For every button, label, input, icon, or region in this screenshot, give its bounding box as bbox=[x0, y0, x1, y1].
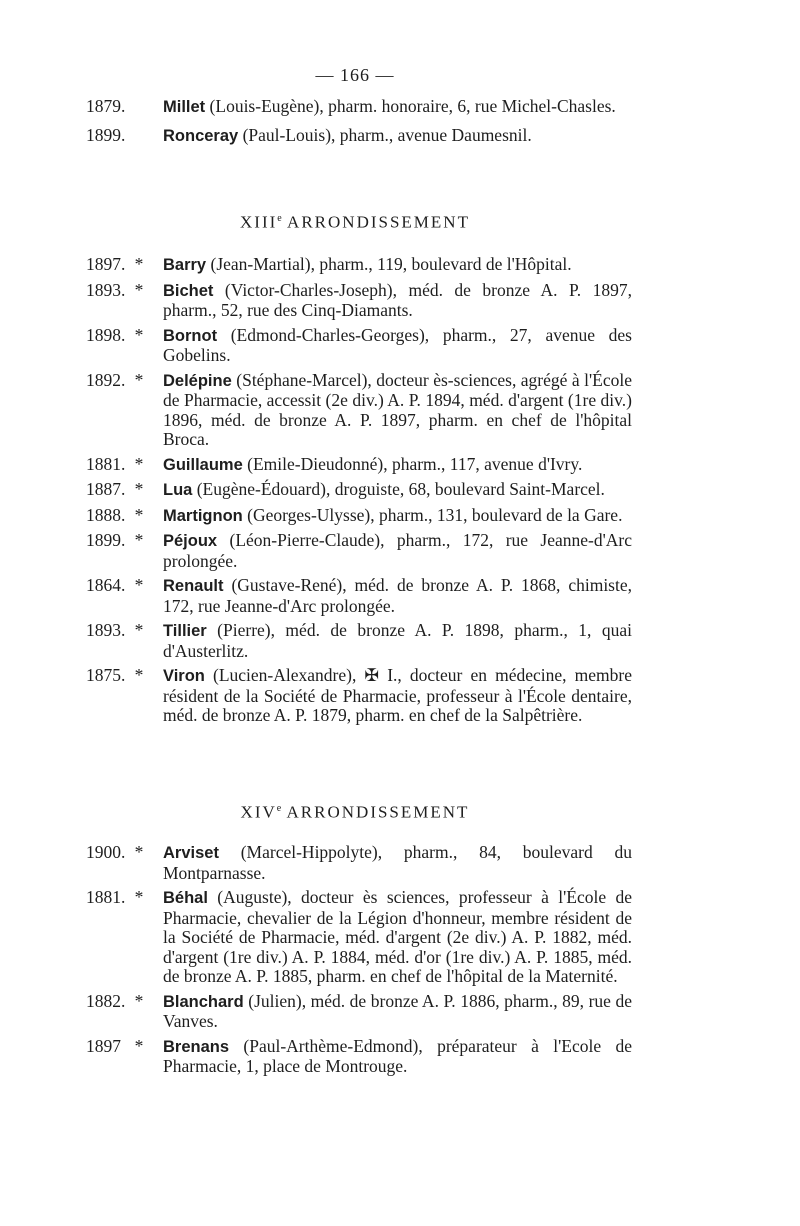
list-item bbox=[86, 97, 632, 118]
entry-name: Péjoux bbox=[163, 532, 218, 550]
entry-year: 1897. bbox=[86, 254, 126, 274]
entry-name: Delépine bbox=[163, 371, 232, 390]
entry-name: Brenans bbox=[163, 1037, 230, 1056]
list-item bbox=[86, 888, 632, 987]
entry-text: (Paul-Arthème-Edmond), préparateur à l'Ecole de Pharmacie, 1, place de Montrouge. bbox=[163, 1035, 632, 1076]
entry-year: 1892. bbox=[86, 369, 126, 390]
entry-name: Bichet bbox=[163, 281, 214, 300]
entry-text: (Marcel-Hippolyte), pharm., 84, boulevard du Montparnasse. bbox=[163, 842, 632, 883]
asterisk-mark: * bbox=[134, 620, 144, 640]
heading-ordinal: e bbox=[277, 213, 282, 224]
entry-year: 1864. bbox=[86, 575, 126, 595]
entry-year: 1893. bbox=[86, 279, 126, 300]
asterisk-mark: * bbox=[134, 887, 144, 907]
entry-text: (Stéphane-Marcel), docteur ès-sciences, agrégé à l'École de Pharmacie, accessit (2e div.) A. P. 1894, méd. d'argent (1re div.) 1896, méd. de bronze A. P. 1897, pharm. en chef de l'hôpital Broca. bbox=[163, 369, 632, 449]
list-item bbox=[86, 992, 632, 1032]
entry-year: 1897 bbox=[86, 1035, 121, 1056]
list-item bbox=[86, 126, 632, 147]
entry-text: (Eugène-Édouard), droguiste, 68, boulevard Saint-Marcel. bbox=[192, 479, 605, 499]
section-heading-xiii bbox=[0, 209, 710, 232]
entry-name: Blanchard bbox=[163, 992, 244, 1011]
entry-name: Béhal bbox=[163, 889, 208, 907]
entry-text: (Paul-Louis), pharm., avenue Daumesnil. bbox=[238, 124, 532, 145]
heading-numeral: XIV bbox=[240, 802, 277, 822]
heading-title: ARRONDISSEMENT bbox=[281, 212, 470, 232]
list-item bbox=[86, 255, 632, 276]
entry-name: Arviset bbox=[163, 844, 219, 862]
entry-year: 1899. bbox=[86, 124, 126, 145]
entry-text: (Jean-Martial), pharm., 119, boulevard de l'Hôpital. bbox=[206, 254, 572, 274]
entry-year: 1875. bbox=[86, 665, 126, 685]
list-item bbox=[86, 326, 632, 366]
list-item bbox=[86, 1037, 632, 1077]
entry-name: Ronceray bbox=[163, 126, 239, 145]
asterisk-mark: * bbox=[134, 842, 144, 862]
heading-ordinal: e bbox=[276, 803, 282, 814]
entry-name: Lua bbox=[163, 481, 193, 499]
entry-name: Renault bbox=[163, 577, 224, 595]
entry-text: (Victor-Charles-Joseph), méd. de bronze A. P. 1897, pharm., 52, rue des Cinq-Diamants. bbox=[163, 279, 632, 320]
asterisk-mark: * bbox=[134, 279, 144, 300]
entry-text: (Lucien-Alexandre), ✠ I., docteur en médecine, membre résident de la Société de Pharmacie, professeur à l'École dentaire, méd. de bronze A. P. 1879, pharm. en chef de la Salpêtrière. bbox=[163, 665, 632, 725]
entry-text: (Georges-Ulysse), pharm., 131, boulevard de la Gare. bbox=[242, 504, 623, 525]
entry-year: 1899. bbox=[86, 530, 126, 550]
list-item bbox=[86, 576, 632, 616]
entry-year: 1898. bbox=[86, 324, 126, 345]
entry-name: Barry bbox=[163, 256, 207, 274]
asterisk-mark: * bbox=[134, 479, 144, 499]
list-item bbox=[86, 531, 632, 571]
entry-name: Martignon bbox=[163, 506, 243, 525]
entry-text: (Edmond-Charles-Georges), pharm., 27, avenue des Gobelins. bbox=[163, 324, 632, 365]
entry-text: (Léon-Pierre-Claude), pharm., 172, rue Jeanne-d'Arc prolongée. bbox=[163, 530, 632, 571]
entry-year: 1893. bbox=[86, 620, 126, 640]
entry-list bbox=[86, 255, 632, 731]
entry-year: 1881. bbox=[86, 453, 126, 474]
asterisk-mark: * bbox=[134, 1035, 144, 1056]
list-item bbox=[86, 506, 632, 527]
asterisk-mark: * bbox=[134, 369, 144, 390]
heading-title: ARRONDISSEMENT bbox=[281, 802, 470, 822]
list-item bbox=[86, 621, 632, 661]
list-item bbox=[86, 480, 632, 501]
entry-name: Guillaume bbox=[163, 455, 243, 474]
entry-list bbox=[86, 97, 632, 154]
entry-year: 1881. bbox=[86, 887, 126, 907]
entry-year: 1879. bbox=[86, 96, 126, 116]
entry-list bbox=[86, 843, 632, 1082]
entry-year: 1900. bbox=[86, 842, 126, 862]
asterisk-mark: * bbox=[134, 324, 144, 345]
entry-text: (Julien), méd. de bronze A. P. 1886, pharm., 89, rue de Vanves. bbox=[163, 990, 632, 1031]
asterisk-mark: * bbox=[134, 530, 144, 550]
list-item bbox=[86, 371, 632, 450]
list-item bbox=[86, 281, 632, 321]
entry-text: (Auguste), docteur ès sciences, professeur à l'École de Pharmacie, chevalier de la Légion d'honneur, membre résident de la Société de Pharmacie, méd. d'argent (2e div.) A. P. 1882, méd. d'argent (1re div.) A. P. 1884, méd. d'or (1re div.) A. P. 1885, méd. de bronze A. P. 1885, pharm. en chef de l'hôpital de la Maternité. bbox=[163, 887, 632, 986]
asterisk-mark: * bbox=[134, 665, 144, 685]
section-heading-xiv bbox=[0, 799, 710, 822]
entry-name: Bornot bbox=[163, 326, 218, 345]
asterisk-mark: * bbox=[134, 504, 144, 525]
entry-year: 1882. bbox=[86, 990, 126, 1011]
entry-text: (Gustave-René), méd. de bronze A. P. 1868, chimiste, 172, rue Jeanne-d'Arc prolongée. bbox=[163, 575, 632, 616]
entry-year: 1888. bbox=[86, 504, 126, 525]
page-number: — 166 — bbox=[315, 65, 395, 85]
entry-year: 1887. bbox=[86, 479, 126, 499]
entry-name: Viron bbox=[163, 667, 205, 685]
entry-text: (Emile-Dieudonné), pharm., 117, avenue d'Ivry. bbox=[242, 453, 583, 474]
list-item bbox=[86, 666, 632, 726]
list-item bbox=[86, 455, 632, 476]
entry-name: Tillier bbox=[163, 622, 207, 640]
asterisk-mark: * bbox=[134, 453, 144, 474]
asterisk-mark: * bbox=[134, 575, 144, 595]
asterisk-mark: * bbox=[134, 254, 144, 274]
list-item bbox=[86, 843, 632, 883]
asterisk-mark: * bbox=[134, 990, 144, 1011]
entry-text: (Pierre), méd. de bronze A. P. 1898, pharm., 1, quai d'Austerlitz. bbox=[163, 620, 632, 661]
entry-name: Millet bbox=[163, 98, 206, 116]
entry-text: (Louis-Eugène), pharm. honoraire, 6, rue Michel-Chasles. bbox=[205, 96, 616, 116]
heading-numeral: XIII bbox=[240, 212, 278, 232]
